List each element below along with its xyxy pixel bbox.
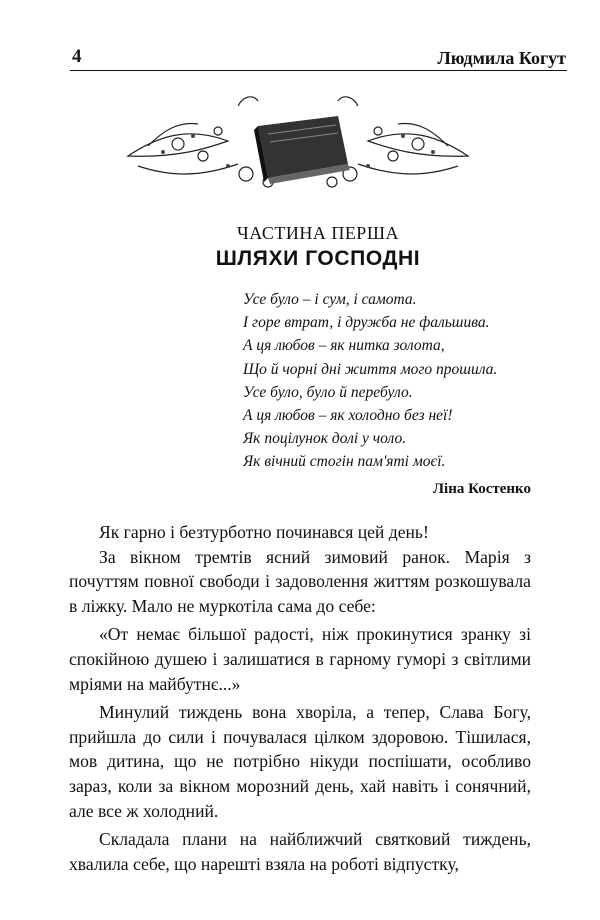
part-label: ЧАСТИНА ПЕРША bbox=[237, 223, 399, 243]
epigraph-line: І горе втрат, і дружба не фальшива. bbox=[243, 314, 490, 332]
epigraph-line: Усе було – і сум, і самота. bbox=[243, 291, 417, 308]
book-vignette-illustration bbox=[118, 86, 478, 196]
epigraph bbox=[243, 288, 543, 474]
paragraph: За вікном тремтів ясний зимовий ранок. Марія з почуттям повної свободи і задоволення життям розкошувала в ліжку. Мало не муркотіла сама до себе: bbox=[69, 546, 531, 616]
epigraph-author: Ліна Костенко bbox=[432, 481, 531, 497]
page-number: 4 bbox=[72, 46, 82, 67]
epigraph-line: А ця любов – як нитка золота, bbox=[243, 337, 445, 355]
paragraph: «От немає більшої радості, ніж прокинутися зранку зі спокійною душею і залишатися в гарному гуморі з світлими мріями на майбутнє...» bbox=[69, 624, 531, 694]
body-text bbox=[69, 520, 531, 880]
running-head-author: Людмила Когут bbox=[437, 48, 566, 68]
epigraph-line: Як вічний стогін пам'яті моєї. bbox=[243, 453, 446, 471]
epigraph-line: А ця любов – як холодно без неї! bbox=[243, 407, 453, 425]
paragraph: Як гарно і безтурботно починався цей день! bbox=[99, 522, 429, 542]
paragraph: Складала плани на найближчий святковий тиждень, хвалила себе, що нарешті взяла на роботі відпустку, bbox=[69, 829, 531, 874]
epigraph-line: Усе було, було й перебуло. bbox=[243, 383, 413, 401]
epigraph-line: Як поцілунок долі у чоло. bbox=[243, 430, 407, 448]
part-title: ШЛЯХИ ГОСПОДНІ bbox=[215, 247, 421, 270]
header-rule bbox=[70, 70, 567, 71]
epigraph-line: Що й чорні дні життя мого прошила. bbox=[243, 360, 498, 378]
paragraph: Минулий тиждень вона хворіла, а тепер, Слава Богу, прийшла до сили і почувалася цілком здоровою. Тішилася, мов дитина, що не потрібно нікуди поспішати, особливо зараз, коли за вікном морозний день, хай навіть і сонячний, але все ж холодний. bbox=[69, 702, 531, 821]
